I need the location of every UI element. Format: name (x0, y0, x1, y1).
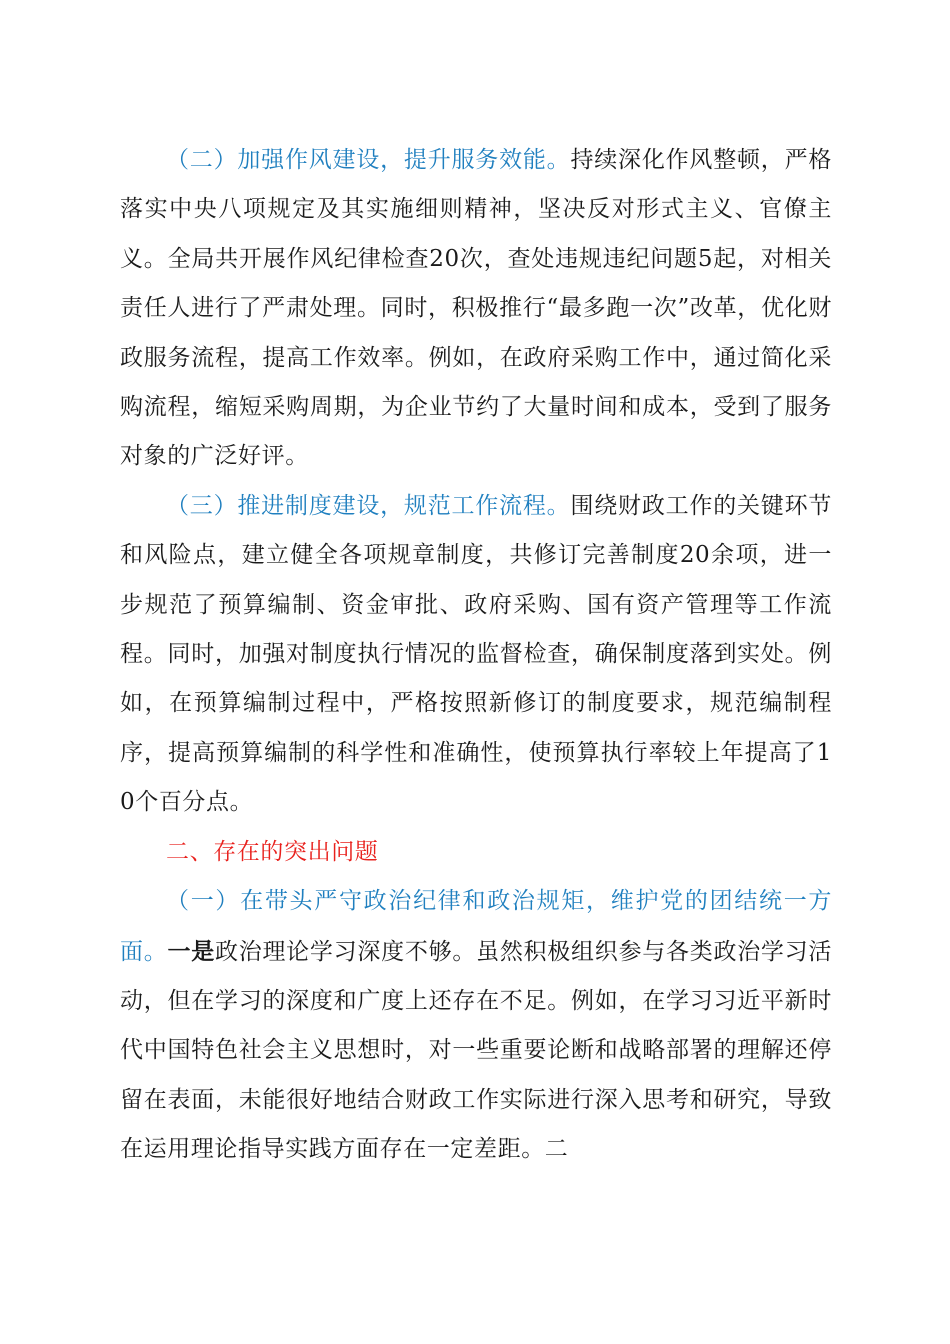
paragraph-political-discipline (120, 877, 832, 1174)
paragraph-system-building (120, 482, 832, 828)
paragraph-text: 政治理论学习深度不够。虽然积极组织参与各类政治学习活动，但在学习的深度和广度上还存在不足。例如，在学习习近平新时代中国特色社会主义思想时，对一些重要论断和战略部署的理解还停留在表面，未能很好地结合财政工作实际进行深入思考和研究，导致在运用理论指导实践方面存在一定差距。二 (120, 938, 833, 1163)
subheading-system-building: （三）推进制度建设，规范工作流程。 (166, 492, 571, 519)
item-lead: 一是 (167, 937, 215, 965)
subheading-work-style: （二）加强作风建设，提升服务效能。 (166, 147, 571, 173)
paragraph-text: 持续深化作风整顿，严格落实中央八项规定及其实施细则精神，坚决反对形式主义、官僚主义。全局共开展作风纪律检查20次，查处违规违纪问题5起，对相关责任人进行了严肃处理。同时，积极推行“最多跑一次”改革，优化财政服务流程，提高工作效率。例如，在政府采购工作中，通过简化采购流程，缩短采购周期，为企业节约了大量时间和成本，受到了服务对象的广泛好评。 (120, 147, 832, 470)
document-body (120, 136, 832, 1175)
subheading-political-discipline: （一）在带头严守政治纪律和政治规矩，维护党的团结统一方面。 (120, 888, 832, 965)
section-title: 二、存在的突出问题 (166, 838, 379, 865)
paragraph-text: 围绕财政工作的关键环节和风险点，建立健全各项规章制度，共修订完善制度20余项，进一步规范了预算编制、资金审批、政府采购、国有资产管理等工作流程。同时，加强对制度执行情况的监督检查，确保制度落到实处。例如，在预算编制过程中，严格按照新修订的制度要求，规范编制程序，提高预算编制的科学性和准确性，使预算执行率较上年提高了10个百分点。 (120, 492, 832, 816)
paragraph-work-style (120, 136, 832, 482)
